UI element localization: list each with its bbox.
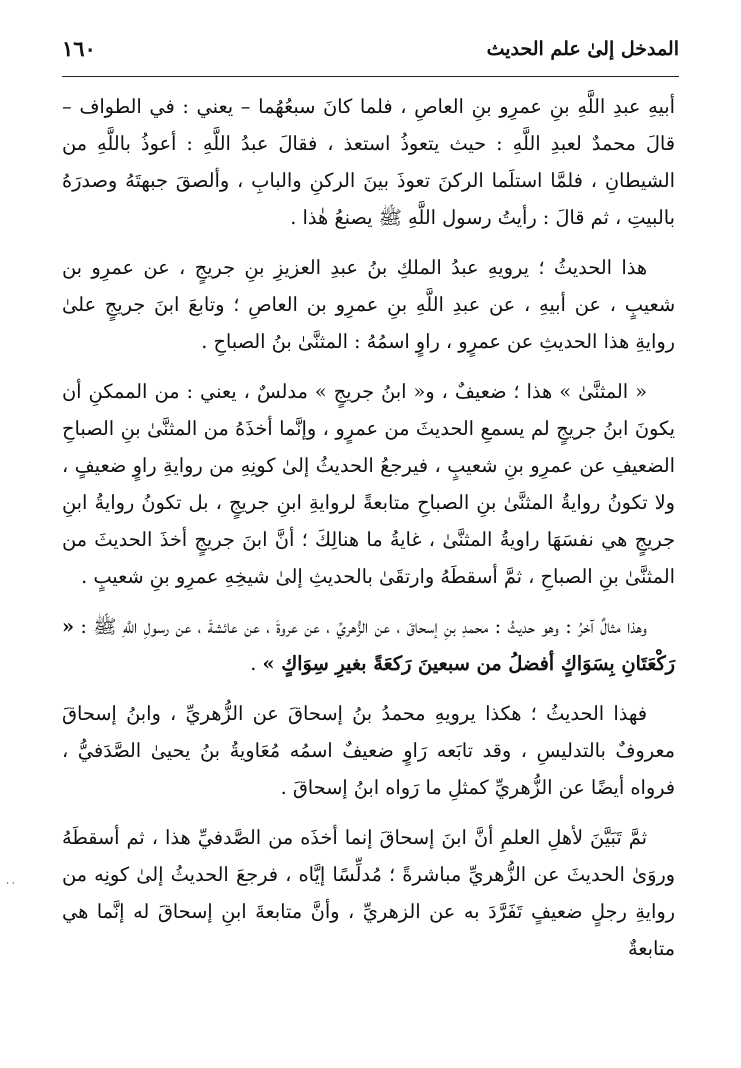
margin-mark: ، ،	[6, 877, 15, 887]
paragraph: أبيهِ عبدِ اللَّهِ بنِ عمرِو بنِ العاصِ ، فلما كانَ سبعُهُما – يعني : في الطواف – قالَ محمدٌ لعبدِ اللَّهِ : حيث يتعوذُ استعذ ، فقالَ عبدُ اللَّهِ : أعوذُ باللَّهِ من الشيطانِ ، فلمَّا استلَما الركنَ تعوذَ بينَ الركنِ والبابِ ، وألصقَ جبهتَهُ وصدرَهُ بالبيتِ ، ثم قالَ : رأيتُ رسول اللَّهِ ﷺ يصنعُ هٰذا .	[62, 95, 675, 229]
header-title: المدخل إلىٰ علم الحديث	[486, 38, 679, 60]
paragraph-text: وهذا مثالٌ آخرُ : وهو حديثُ : محمدِ بنِ إسحاقَ ، عن الزُّهريِّ ، عن عروةَ ، عن عائشةَ ، عن رسولِ اللَّهِ ﷺ :	[74, 615, 647, 638]
header-rule	[62, 76, 679, 77]
paragraph: ثمَّ تَبَيَّنَ لأهلِ العلمِ أنَّ ابنَ إسحاقَ إنما أخذَه من الصَّدفيِّ هذا ، ثم أسقطَهُ وروَىٰ الحديثَ عن الزُّهريِّ مباشرةً ؛ مُدلِّسًا إيَّاه ، فرجعَ الحديثُ إلىٰ كونِه من روايةِ رجلٍ ضعيفٍ تَفَرَّدَ به عن الزهريِّ ، وأنَّ متابعةَ ابنِ إسحاقَ له إنَّما هي متابعةٌ	[62, 826, 675, 960]
paragraph-text: .	[250, 652, 263, 675]
paragraph: فهذا الحديثُ ؛ هكذا يرويهِ محمدُ بنُ إسحاقَ عن الزُّهريِّ ، وابنُ إسحاقَ معروفٌ بالتدليسِ ، وقد تابَعه رَاوٍ ضعيفٌ اسمُه مُعَاويةُ بنُ يحيىٰ الصَّدَفيُّ ، فرواه أيضًا عن الزُّهريِّ كمثلِ ما رَواه ابنُ إسحاقَ .	[62, 702, 675, 799]
running-header	[62, 30, 679, 76]
page-number: ١٦٠	[62, 36, 96, 61]
hadith-quote: « رَكْعَتَانِ بِسَوَاكٍ أفضلُ من سبعينَ رَكعَةً بغيرِ سِوَاكٍ »	[62, 615, 675, 675]
paragraph: « المثنَّىٰ » هذا ؛ ضعيفٌ ، و« ابنُ جريجٍ » مدلسٌ ، يعني : من الممكنِ أن يكونَ ابنُ جريجٍ لم يسمعِ الحديثَ من عمرٍو ، وإنَّما أخذَهُ من المثنَّىٰ بنِ الصباحِ الضعيفِ عن عمرِو بنِ شعيبٍ ، فيرجعُ الحديثُ إلىٰ كونِهِ من روايةِ راوٍ ضعيفٍ ، ولا تكونُ روايةُ المثنَّىٰ بنِ الصباحِ متابعةً لروايةِ ابنِ جريجٍ ، بل تكونُ روايةُ ابنِ جريجٍ هي نفسَهَا راويةُ المثنَّىٰ ، غايةُ ما هنالِكَ ؛ أنَّ ابنَ جريجٍ أخذَ الحديثَ من المثنَّىٰ بنِ الصباحِ ، ثمَّ أسقطَهُ وارتقَىٰ بالحديثِ إلىٰ شيخِهِ عمرِو بنِ شعيبٍ .	[62, 380, 675, 588]
body-text	[62, 88, 675, 980]
paragraph	[62, 608, 675, 682]
paragraph: هذا الحديثُ ؛ يرويهِ عبدُ الملكِ بنُ عبدِ العزيزِ بنِ جريجٍ ، عن عمرِو بن شعيبٍ ، عن أبيهِ ، عن عبدِ اللَّهِ بنِ عمرِو بن العاصِ ؛ وتابعَ ابنَ جريجٍ علىٰ روايةِ هذا الحديثِ عن عمرٍو ، راوٍ اسمُهُ : المثنَّىٰ بنُ الصباحِ .	[62, 256, 675, 353]
